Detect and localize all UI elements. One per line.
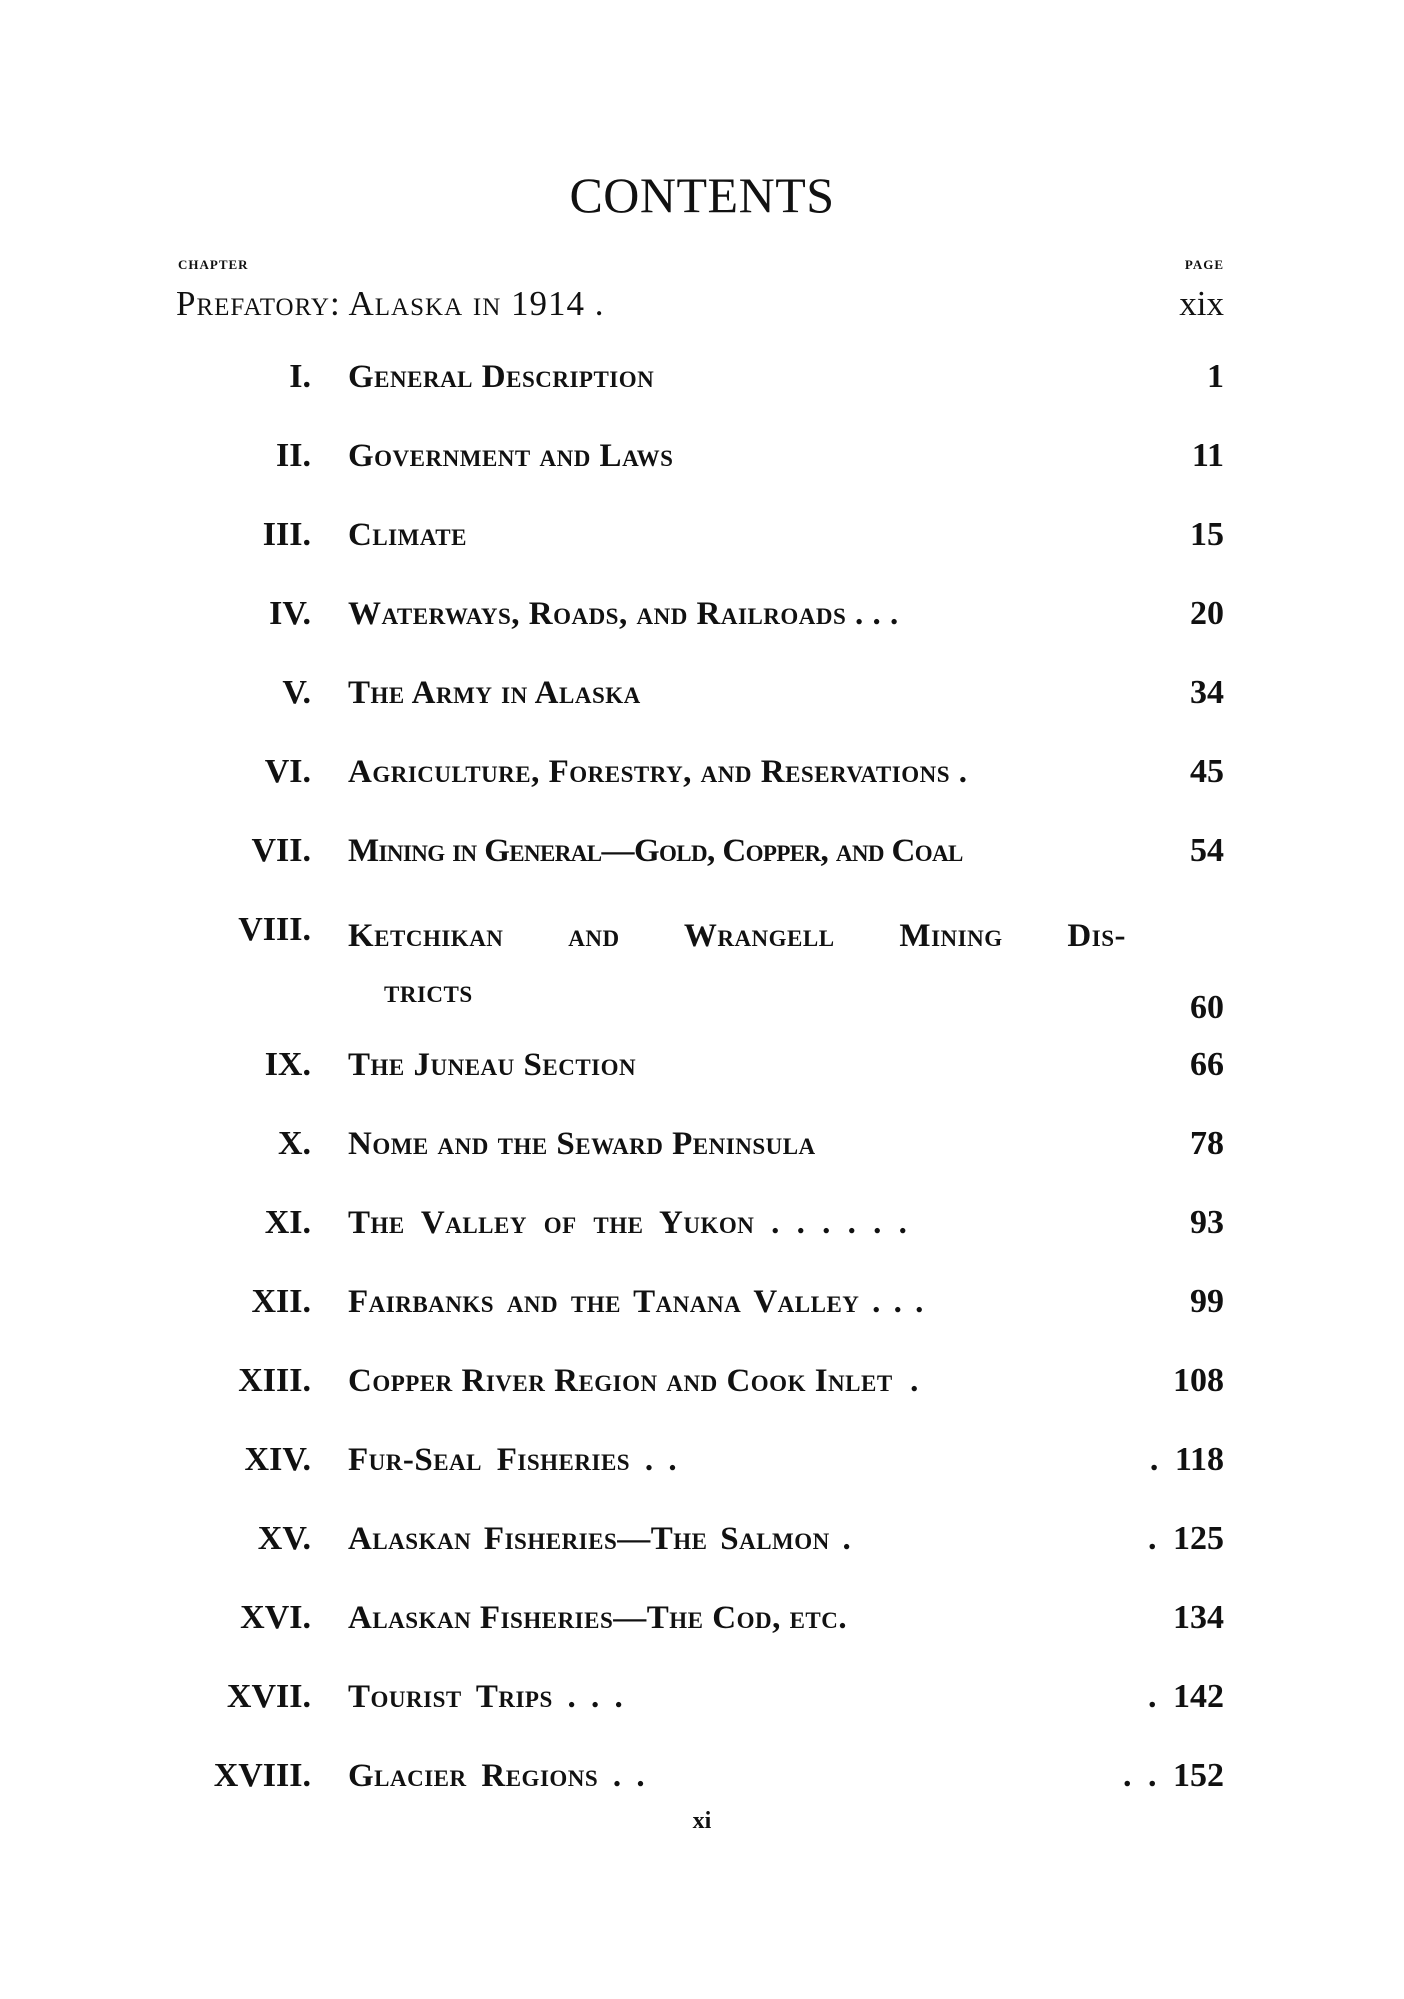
chapter-title: Alaskan Fisheries—The Salmon . (348, 1521, 852, 1557)
chapter-page-number: 78 (1190, 1125, 1224, 1162)
chapter-page-number: 134 (1173, 1599, 1224, 1636)
chapter-page-number: 34 (1190, 674, 1224, 711)
chapter-title: Fairbanks and the Tanana Valley . . . (348, 1284, 924, 1320)
chapter-page-number: 20 (1190, 595, 1224, 632)
chapter-page-number: 15 (1190, 516, 1224, 553)
chapter-title-line-2: tricts (384, 974, 473, 1010)
contents-entry (0, 829, 1404, 908)
chapter-page-number: . . 152 (1123, 1757, 1224, 1794)
prefatory-entry (176, 284, 1224, 324)
page-column-header: PAGE (1184, 257, 1224, 272)
chapter-numeral: V. (282, 674, 311, 711)
chapter-numeral: II. (276, 437, 311, 474)
chapter-numeral: XIV. (244, 1441, 311, 1478)
chapter-page-number: 99 (1190, 1283, 1224, 1320)
prefatory-title: Prefatory: Alaska in 1914 . (176, 284, 605, 323)
contents-entry (0, 750, 1404, 829)
chapter-numeral: XVII. (226, 1678, 311, 1715)
chapter-title: Glacier Regions . . (348, 1758, 646, 1794)
contents-list (0, 355, 1404, 1833)
chapter-title: Agriculture, Forestry, and Reservations . (348, 754, 968, 790)
contents-entry (0, 1201, 1404, 1280)
chapter-title: Fur-Seal Fisheries . . (348, 1442, 678, 1478)
chapter-page-number: 1 (1207, 358, 1224, 395)
chapter-title: Nome and the Seward Peninsula (348, 1126, 816, 1162)
chapter-page-number: 45 (1190, 753, 1224, 790)
chapter-numeral: XV. (257, 1520, 311, 1557)
chapter-numeral: XIII. (238, 1362, 311, 1399)
chapter-numeral: XI. (264, 1204, 311, 1241)
page-title: CONTENTS (569, 167, 835, 223)
chapter-title: The Army in Alaska (348, 675, 641, 711)
contents-entry (0, 1043, 1404, 1122)
chapter-page-number: 93 (1190, 1204, 1224, 1241)
chapter-numeral: VI. (264, 753, 311, 790)
contents-entry (0, 1359, 1404, 1438)
chapter-title-line-1: Ketchikan and Wrangell Mining Dis- (348, 918, 1126, 954)
chapter-numeral: VII. (251, 832, 311, 869)
chapter-title: The Juneau Section (348, 1047, 637, 1083)
contents-entry (0, 1122, 1404, 1201)
contents-entry (0, 355, 1404, 434)
contents-entry (0, 1596, 1404, 1675)
contents-entry (0, 592, 1404, 671)
contents-entry (0, 1675, 1404, 1754)
chapter-numeral: IV. (269, 595, 311, 632)
chapter-numeral: X. (277, 1125, 311, 1162)
page-folio: xi (692, 1808, 712, 1834)
contents-entry (0, 1280, 1404, 1359)
chapter-title: The Valley of the Yukon . . . . . . (348, 1205, 908, 1241)
chapter-numeral: III. (262, 516, 311, 553)
chapter-page-number: 108 (1173, 1362, 1224, 1399)
chapter-title: General Description (348, 359, 655, 395)
chapter-numeral: VIII. (238, 911, 311, 948)
chapter-page-number: 11 (1191, 437, 1224, 474)
chapter-numeral: XVIII. (213, 1757, 311, 1794)
chapter-numeral: I. (289, 358, 311, 395)
chapter-numeral: XVI. (240, 1599, 311, 1636)
chapter-title: Copper River Region and Cook Inlet . (348, 1363, 919, 1399)
chapter-page-number: 60 (1190, 989, 1224, 1026)
chapter-title (348, 908, 1138, 1020)
chapter-title: Tourist Trips . . . (348, 1679, 624, 1715)
chapter-page-number: . 118 (1149, 1441, 1224, 1478)
chapter-page-number: 66 (1190, 1046, 1224, 1083)
contents-entry (0, 908, 1404, 1043)
contents-entry (0, 1438, 1404, 1517)
contents-entry (0, 1517, 1404, 1596)
chapter-column-header: CHAPTER (178, 257, 249, 272)
contents-entry (0, 671, 1404, 750)
chapter-title: Mining in General—Gold, Copper, and Coal (348, 833, 963, 869)
chapter-title: Alaskan Fisheries—The Cod, etc. (348, 1600, 848, 1636)
contents-entry (0, 434, 1404, 513)
chapter-title: Waterways, Roads, and Railroads . . . (348, 596, 899, 632)
chapter-numeral: IX. (264, 1046, 311, 1083)
chapter-page-number: . 125 (1148, 1520, 1224, 1557)
chapter-page-number: . 142 (1148, 1678, 1224, 1715)
prefatory-page-number: xix (1179, 284, 1224, 323)
chapter-title: Government and Laws (348, 438, 674, 474)
chapter-title: Climate (348, 517, 467, 553)
contents-entry (0, 513, 1404, 592)
chapter-numeral: XII. (251, 1283, 311, 1320)
chapter-page-number: 54 (1190, 832, 1224, 869)
